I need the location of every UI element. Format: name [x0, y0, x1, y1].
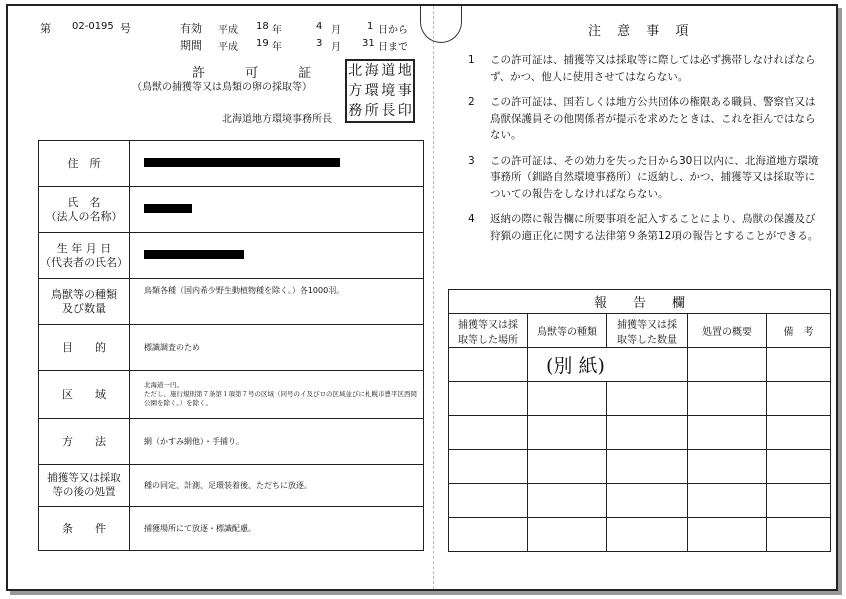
table-row [39, 507, 424, 551]
fold-line [433, 6, 434, 589]
report-cell [767, 484, 831, 518]
seal-char: 務 [348, 103, 363, 119]
report-cell [767, 450, 831, 484]
note-text: この許可証は、捕獲等又は採取等に際しては必ず携帯しなければならず、かつ、他人に使用させてはならない。 [490, 54, 816, 83]
report-cell [449, 484, 528, 518]
permit-number: 02-0195 [72, 21, 114, 32]
from-suffix: 日から [378, 25, 408, 36]
to-month-unit: 月 [331, 42, 341, 53]
disposal-value: 種の同定、計測、足環装着後、ただちに放逐。 [130, 465, 424, 507]
redacted-bar [144, 204, 192, 213]
table-row [39, 279, 424, 325]
table-row [39, 141, 424, 187]
to-year-unit: 年 [272, 42, 282, 53]
table-row [449, 416, 831, 450]
area-label: 区 域 [39, 371, 130, 419]
from-year-unit: 年 [272, 25, 282, 36]
from-year: 18 [256, 21, 269, 32]
redacted-bar [144, 158, 340, 167]
report-cell [449, 450, 528, 484]
report-cell [449, 518, 528, 552]
from-month-unit: 月 [331, 25, 341, 36]
method-label: 方 法 [39, 419, 130, 465]
permit-no-suffix: 号 [120, 22, 131, 35]
report-cell [767, 416, 831, 450]
report-cell [688, 518, 767, 552]
report-col-place: 捕獲等又は採 取等した場所 [449, 314, 528, 348]
seal-char: 道 [381, 63, 396, 79]
table-row [449, 382, 831, 416]
area-value: 北海道一円。 ただし、施行規則第７条第１項第７号の区域（同号のイ及びロの区域並びに札幌市豊平区西岡公園を除く。）を除く。 [130, 371, 424, 419]
report-cell [767, 348, 831, 382]
report-cell [449, 348, 528, 382]
table-row [449, 484, 831, 518]
report-cell [528, 484, 607, 518]
to-month: 3 [316, 38, 323, 49]
permit-details-table [38, 140, 424, 551]
permit-no-prefix: 第 [40, 22, 51, 35]
seal-char: 印 [397, 103, 412, 119]
report-cell [767, 382, 831, 416]
note-number: 4 [468, 213, 475, 225]
from-month: 4 [316, 21, 323, 32]
seal-char: 地 [397, 63, 412, 79]
report-cell [449, 382, 528, 416]
species-value: 鳥類各種（国内希少野生動植物種を除く。）各1000羽。 [130, 279, 424, 325]
report-cell [528, 382, 607, 416]
list-item [468, 211, 823, 244]
table-row [39, 465, 424, 507]
note-number: 3 [468, 154, 475, 167]
method-value: 網（かすみ網他）・手捕り。 [130, 419, 424, 465]
note-number: 2 [468, 96, 475, 108]
from-day: 1 [367, 21, 374, 32]
table-row [39, 325, 424, 371]
name-label: 氏 名 （法人の名称） [39, 187, 130, 233]
report-cell [607, 382, 688, 416]
to-suffix: 日まで [378, 42, 408, 53]
birthdate-value [130, 233, 424, 279]
notes-list [468, 52, 823, 253]
redacted-bar [144, 250, 244, 259]
seal-char: 所 [364, 103, 379, 119]
report-col-action: 処置の概要 [688, 314, 767, 348]
table-row [449, 290, 831, 314]
from-era: 平成 [218, 25, 238, 36]
seal-char: 長 [381, 103, 396, 119]
seal-char: 事 [397, 83, 412, 99]
table-row [449, 450, 831, 484]
report-cell [688, 348, 767, 382]
table-row [449, 518, 831, 552]
handwritten-note: (別 紙) [528, 348, 688, 382]
permit-subtitle: （鳥獣の捕獲等又は鳥類の卵の採取等） [132, 82, 312, 93]
species-label: 鳥獣等の種類 及び数量 [39, 279, 130, 325]
seal-char: 海 [364, 63, 379, 79]
conditions-value: 捕獲場所にて放逐・標識配慮。 [130, 507, 424, 551]
seal-char: 境 [381, 83, 396, 99]
report-cell [688, 382, 767, 416]
report-cell [607, 450, 688, 484]
report-cell [688, 450, 767, 484]
notes-title: 注 意 事 項 [588, 24, 695, 39]
conditions-label: 条 件 [39, 507, 130, 551]
report-col-species: 鳥獣等の種類 [528, 314, 607, 348]
report-cell [767, 518, 831, 552]
table-row [39, 233, 424, 279]
table-row [449, 348, 831, 382]
disposal-label: 捕獲等又は採取 等の後の処置 [39, 465, 130, 507]
report-cell [528, 518, 607, 552]
report-title: 報 告 欄 [449, 290, 831, 314]
report-cell [688, 416, 767, 450]
to-year: 19 [256, 38, 269, 49]
name-value [130, 187, 424, 233]
table-row [39, 371, 424, 419]
note-text: この許可証は、国若しくは地方公共団体の権限ある職員、警察官又は鳥獣保護員その他関係者が提示を求めたときは、これを拒んではならない。 [490, 96, 816, 141]
purpose-label: 目 的 [39, 325, 130, 371]
report-cell [607, 484, 688, 518]
issuer-name: 北海道地方環境事務所長 [222, 114, 332, 125]
official-seal [345, 59, 415, 123]
purpose-value: 標識調査のため [130, 325, 424, 371]
table-row [39, 419, 424, 465]
period-label: 期間 [180, 39, 202, 52]
valid-label: 有効 [180, 22, 202, 35]
report-table [448, 289, 831, 552]
report-col-quantity: 捕獲等又は採 取等した数量 [607, 314, 688, 348]
note-text: この許可証は、その効力を失った日から30日以内に、北海道地方環境事務所（釧路自然環境事務所）に返納し、かつ、捕獲等又は採取等についての報告をしなければならない。 [490, 154, 819, 200]
seal-char: 北 [348, 63, 363, 79]
report-cell [607, 518, 688, 552]
report-cell [528, 450, 607, 484]
table-row [39, 187, 424, 233]
report-cell [528, 416, 607, 450]
table-row [449, 314, 831, 348]
report-cell [449, 416, 528, 450]
seal-char: 方 [348, 83, 363, 99]
to-era: 平成 [218, 42, 238, 53]
list-item [468, 52, 823, 85]
report-cell [607, 416, 688, 450]
address-value [130, 141, 424, 187]
note-number: 1 [468, 54, 475, 66]
list-item [468, 94, 823, 144]
to-day: 31 [362, 38, 375, 49]
report-cell [688, 484, 767, 518]
report-col-remarks: 備 考 [767, 314, 831, 348]
note-text: 返納の際に報告欄に所要事項を記入することにより、鳥獣の保護及び狩猟の適正化に関する法律第９条第12項の報告とすることができる。 [490, 213, 819, 242]
seal-char: 環 [364, 83, 379, 99]
address-label: 住 所 [39, 141, 130, 187]
birthdate-label: 生 年 月 日 （代表者の氏名） [39, 233, 130, 279]
permit-title: 許 可 証 [192, 66, 330, 81]
list-item [468, 153, 823, 203]
